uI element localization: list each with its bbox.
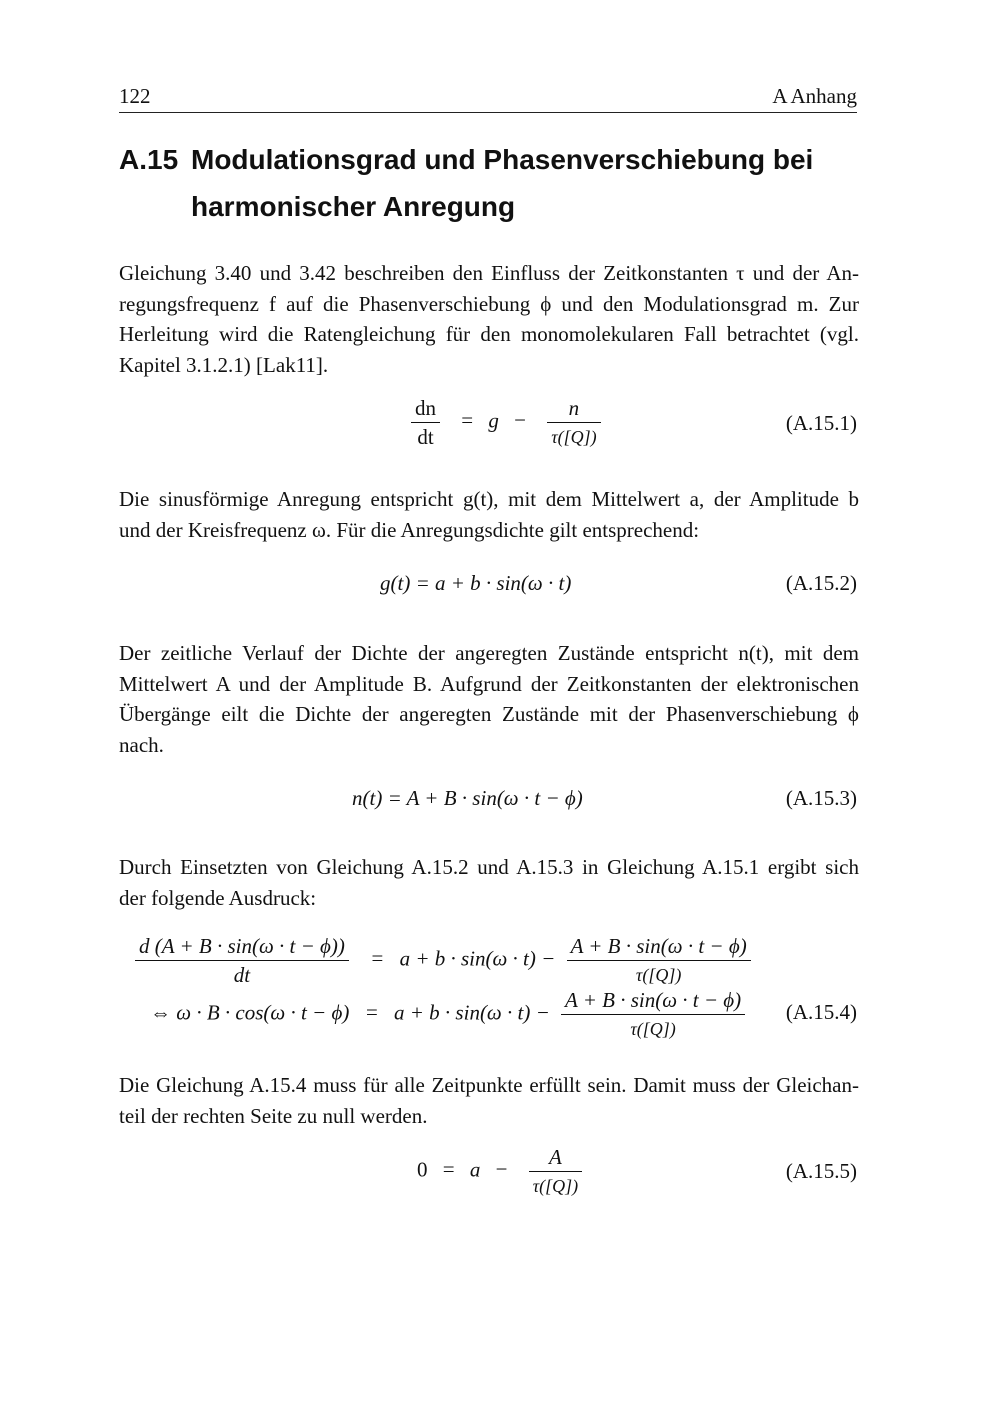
fraction-denominator: τ([Q]) <box>635 965 682 985</box>
fraction-denominator: dt <box>233 963 251 987</box>
paragraph-line: teil der rechten Seite zu null werden. <box>119 1103 428 1128</box>
paragraph-line: Gleichung 3.40 und 3.42 beschreiben den Einfluss der Zeitkonstanten τ und der An- <box>119 261 859 285</box>
page-number: 122 <box>119 84 151 108</box>
paragraph-substitution <box>119 852 859 913</box>
paragraph-line: Übergänge eilt die Dichte der angeregten Zustände mit der Phasenverschiebung ϕ <box>119 702 859 726</box>
minus-sign: − <box>495 1157 508 1182</box>
fraction-density-tau <box>567 932 751 989</box>
equation-a15-4-line-2 <box>150 986 751 1043</box>
fraction-denominator: τ([Q]) <box>551 427 597 447</box>
fraction-numerator: A + B · sin(ω · t − ϕ) <box>567 932 751 961</box>
fraction-numerator: n <box>547 394 600 423</box>
paragraph-line: Mittelwert A und der Amplitude B. Aufgrund der Zeitkonstanten der elektronischen <box>119 671 859 696</box>
equation-a15-5 <box>417 1143 588 1200</box>
equals-sign: = <box>364 1000 379 1025</box>
equation-label: (A.15.4) <box>785 1000 857 1024</box>
paragraph-line: Durch Einsetzten von Gleichung A.15.2 und A.15.3 in Gleichung A.15.1 ergibt sich <box>119 855 859 879</box>
equation-a15-2: g(t) = a + b · sin(ω · t) <box>380 571 572 595</box>
paragraph-excitation <box>119 484 859 545</box>
equation-a15-3: n(t) = A + B · sin(ω · t − ϕ) <box>352 786 583 810</box>
fraction-derivative <box>135 932 349 989</box>
equation-label: (A.15.1) <box>785 411 857 435</box>
fraction-density-tau <box>561 986 745 1043</box>
paragraph-line: Die Gleichung A.15.4 muss für alle Zeitpunkte erfüllt sein. Damit muss der Gleichan- <box>119 1073 859 1097</box>
paragraph-line: der folgende Ausdruck: <box>119 885 317 910</box>
equation-label: (A.15.3) <box>785 786 857 810</box>
equation-a15-1 <box>405 394 607 451</box>
rhs-expression: a + b · sin(ω · t) − <box>399 946 556 971</box>
paragraph-line: Kapitel 3.1.2.1) [Lak11]. <box>119 352 329 377</box>
running-header <box>119 84 857 113</box>
section-title: Modulationsgrad und Phasenverschiebung bei harmonischer Anregung <box>191 144 814 222</box>
paragraph-line: regungsfrequenz f auf die Phasenverschiebung ϕ und den Modulationsgrad m. Zur <box>119 291 859 316</box>
fraction-numerator: d (A + B · sin(ω · t − ϕ)) <box>135 932 349 961</box>
paragraph-dc-component <box>119 1070 859 1131</box>
variable-a: a <box>469 1157 481 1182</box>
paragraph-intro <box>119 258 859 380</box>
paragraph-line: Der zeitliche Verlauf der Dichte der angeregten Zustände entspricht n(t), mit dem <box>119 641 859 665</box>
lhs-expression: ⇔ ω · B · cos(ω · t − ϕ) <box>150 1000 350 1025</box>
equals-sign: = <box>370 946 385 971</box>
minus-sign: − <box>514 408 526 433</box>
paragraph-line: nach. <box>119 732 164 757</box>
equation-a15-4-line-1 <box>135 932 757 989</box>
section-number: A.15 <box>119 144 179 175</box>
chapter-title: A Anhang <box>772 84 857 108</box>
fraction-denominator: dt <box>417 425 434 449</box>
rhs-expression: a + b · sin(ω · t) − <box>394 1000 550 1025</box>
fraction-A-tau <box>529 1143 582 1200</box>
equals-sign: = <box>461 408 474 433</box>
fraction-numerator: A + B · sin(ω · t − ϕ) <box>561 986 745 1015</box>
zero: 0 <box>417 1157 428 1182</box>
equation-label: (A.15.2) <box>785 571 857 595</box>
equals-sign: = <box>442 1157 455 1182</box>
variable-g: g <box>488 408 499 433</box>
paragraph-line: Herleitung wird die Ratengleichung für den monomolekularen Fall betrachtet (vgl. <box>119 322 859 346</box>
paragraph-line: und der Kreisfrequenz ω. Für die Anregungsdichte gilt entsprechend: <box>119 517 700 542</box>
fraction-denominator: τ([Q]) <box>532 1176 579 1196</box>
equation-label: (A.15.5) <box>785 1159 857 1183</box>
paragraph-line: Die sinusförmige Anregung entspricht g(t), mit dem Mittelwert a, der Amplitude b <box>119 487 859 511</box>
fraction-numerator: A <box>529 1143 582 1172</box>
fraction-n-tau <box>547 394 600 451</box>
fraction-dn-dt <box>411 394 440 451</box>
paragraph-density <box>119 638 859 760</box>
fraction-denominator: τ([Q]) <box>630 1019 676 1039</box>
fraction-numerator: dn <box>411 394 440 423</box>
